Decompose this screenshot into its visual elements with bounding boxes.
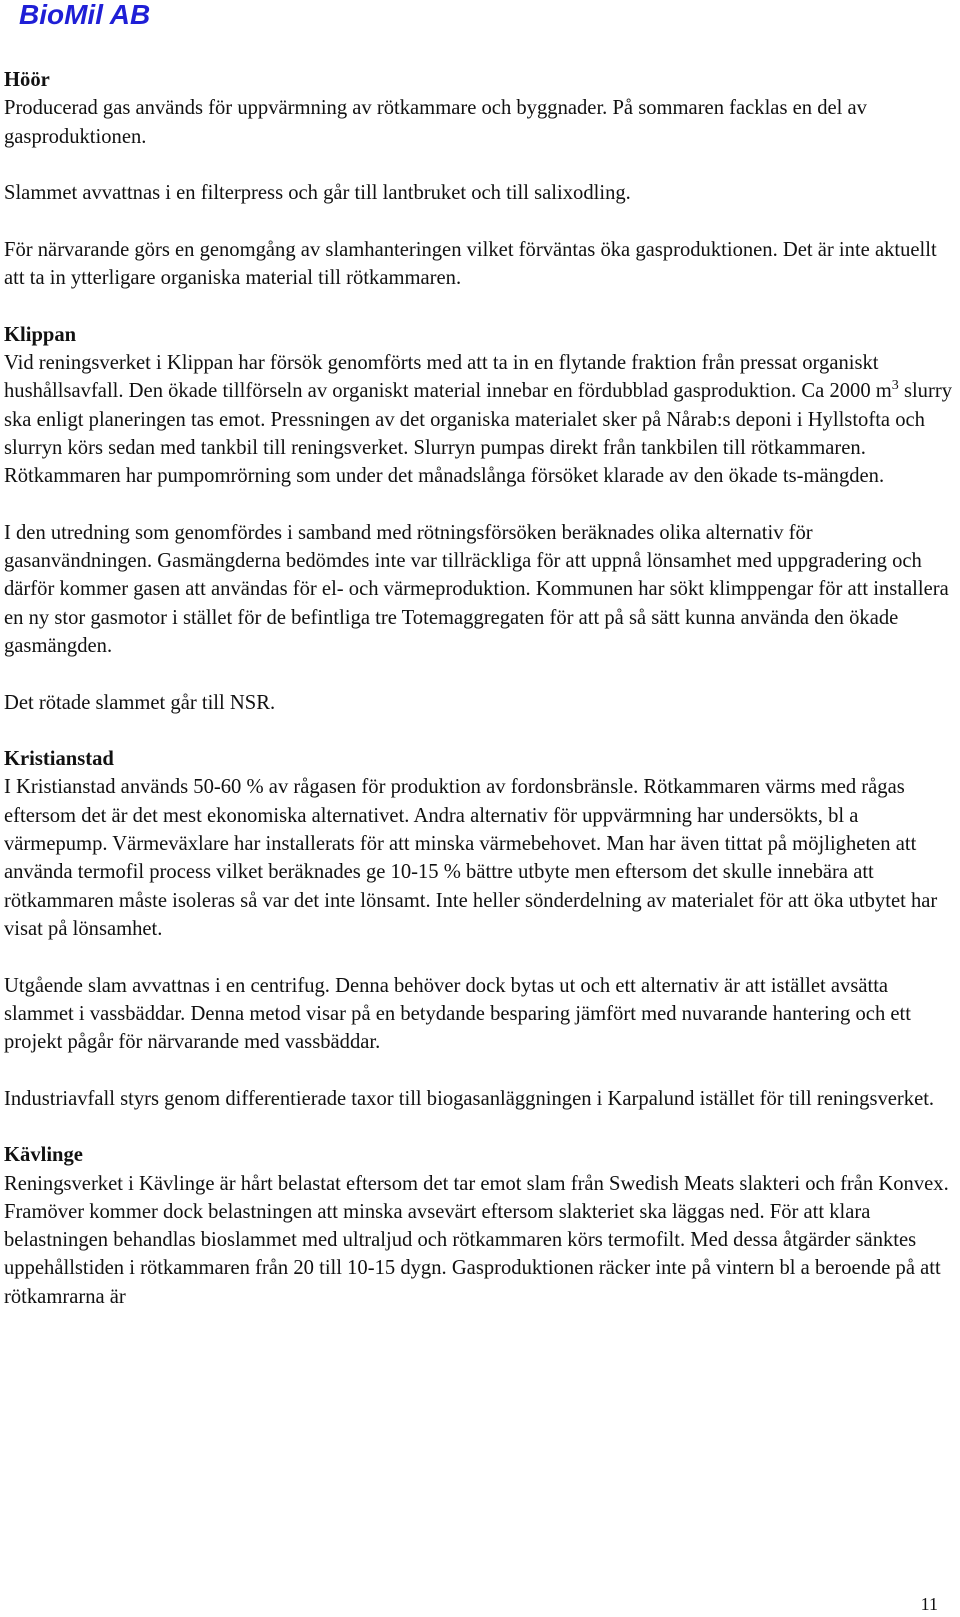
- paragraph: Industriavfall styrs genom differentierade taxor till biogasanläggningen i Karpalund istället för till reningsverket.: [4, 1087, 935, 1110]
- paragraph-text: slurry ska enligt planeringen tas emot. Pressningen av det organiska materialet sker på Nårab:s deponi i Hyllstofta och slurryn körs sedan med tankbil till reningsverket. Slurryn pumpas direkt från tankbilen till rötkammaren. Rötkammaren har pumpomrörning som under det månadslånga försöket klarade av den ökade ts-mängden.: [4, 380, 952, 488]
- paragraph: Slammet avvattnas i en filterpress och går till lantbruket och till salixodling.: [4, 182, 631, 205]
- section-klippan: [4, 321, 954, 717]
- paragraph-text: Vid reningsverket i Klippan har försök genomförts med att ta in en flytande fraktion från pressat organiskt hushållsavfall. Den ökade tillförseln av organiskt material innebar en fördubblad gasproduktion. Ca 2000 m: [4, 351, 892, 403]
- section-heading-kavlinge: Kävlinge: [4, 1144, 83, 1167]
- document-body: [4, 66, 954, 1311]
- superscript: 3: [891, 378, 899, 394]
- paragraph: I den utredning som genomfördes i samband med rötningsförsöken beräknades olika alternativ för gasanvändningen. Gasmängderna bedömdes inte var tillräckliga för att uppnå lönsamhet med uppgradering och därför kommer gasen att användas för el- och värmeproduktion. Kommunen har sökt klimppengar för att installera en ny stor gasmotor i stället för de befintliga tre Totemaggregaten för att på så sätt kunna använda den ökade gasmängden.: [4, 521, 949, 657]
- paragraph: Utgående slam avvattnas i en centrifug. Denna behöver dock bytas ut och ett alternativ är att istället avsätta slammet i vassbäddar. Denna metod visar på en betydande besparing jämfört med nuvarande hantering och ett projekt pågår för närvarande med vassbäddar.: [4, 974, 911, 1054]
- section-hoor: [4, 66, 954, 292]
- paragraph: I Kristianstad används 50-60 % av rågasen för produktion av fordonsbränsle. Rötkammaren värms med rågas eftersom det är det mest ekonomiska alternativet. Andra alternativ för uppvärmning har undersökts, bl a värmepump. Värmeväxlare har installerats för att minska värmebehovet. Man har även tittat på möjligheten att använda termofil process vilket beräknades ge 10-15 % bättre utbyte men eftersom det skulle innebära att rötkammaren måste isoleras så var det inte lönsamt. Inte heller sönderdelning av materialet för att öka utbytet har visat på lönsamhet.: [4, 776, 938, 940]
- section-heading-klippan: Klippan: [4, 323, 77, 346]
- paragraph: Det rötade slammet går till NSR.: [4, 691, 276, 714]
- company-logo-text: BioMil AB: [19, 0, 151, 30]
- page-number: 11: [920, 1594, 938, 1614]
- section-kristianstad: [4, 745, 954, 1113]
- paragraph: Reningsverket i Kävlinge är hårt belastat eftersom det tar emot slam från Swedish Meats slakteri och från Konvex. Framöver kommer dock belastningen att minska avsevärt eftersom slakteriet ska läggas ned. För att klara belastningen behandlas bioslammet med ultraljud och rötkammaren körs termofilt. Med dessa åtgärder sänktes uppehållstiden i rötkammaren från 20 till 10-15 dygn. Gasproduktionen räcker inte på vintern bl a beroende på att rötkamrarna är: [4, 1172, 949, 1308]
- section-heading-kristianstad: Kristianstad: [4, 748, 114, 771]
- paragraph: [4, 349, 954, 490]
- paragraph: För närvarande görs en genomgång av slamhanteringen vilket förväntas öka gasproduktionen. Det är inte aktuellt att ta in ytterligare organiska material till rötkammaren.: [4, 238, 937, 290]
- section-heading-hoor: Höör: [4, 69, 50, 91]
- paragraph: Producerad gas används för uppvärmning av rötkammare och byggnader. På sommaren facklas en del av gasproduktionen.: [4, 97, 867, 148]
- section-kavlinge: [4, 1141, 954, 1311]
